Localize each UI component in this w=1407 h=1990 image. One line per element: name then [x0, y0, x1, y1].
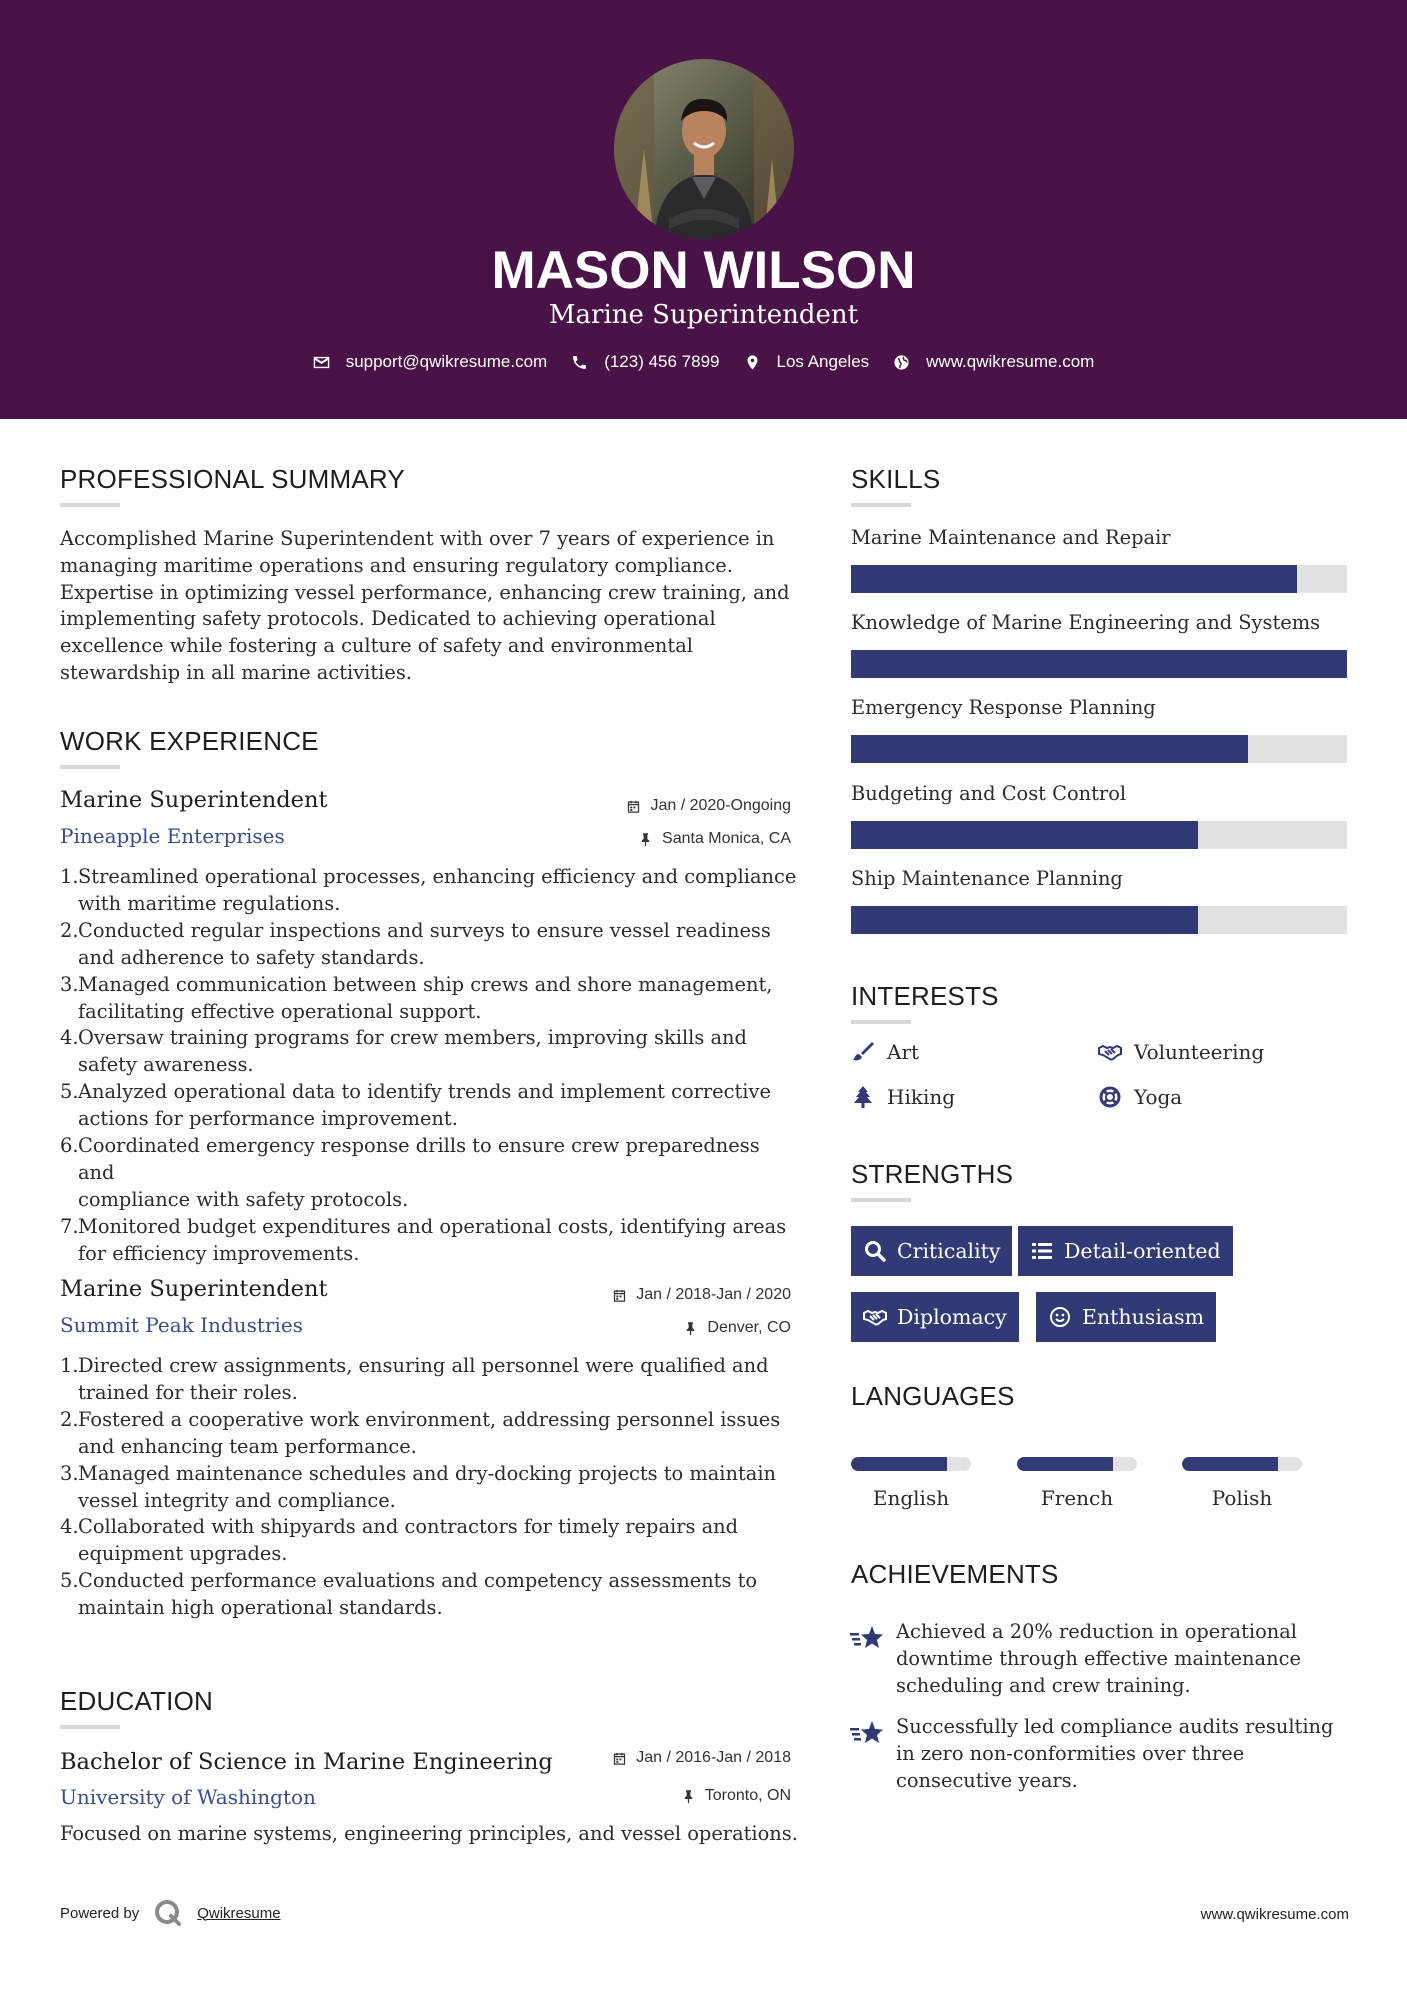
job-location-text: Santa Monica, CA	[662, 830, 791, 847]
item-line: Streamlined operational processes, enhancing efficiency and compliance	[78, 865, 797, 888]
education-location	[491, 1787, 791, 1805]
education-date	[491, 1749, 791, 1767]
summary-line: Expertise in optimizing vessel performance, enhancing crew training, and	[60, 580, 790, 604]
item-line: Managed communication between ship crews and shore management,	[78, 972, 773, 996]
skill-label: Ship Maintenance Planning	[851, 867, 1123, 890]
list-icon	[1030, 1239, 1054, 1263]
envelope-icon	[313, 354, 330, 371]
school-name: University of Washington	[60, 1785, 316, 1809]
item-line: for efficiency improvements.	[78, 1241, 360, 1265]
item-line: maintain high operational standards.	[78, 1596, 443, 1620]
item-number: 1.	[60, 865, 79, 888]
interest-art	[851, 1040, 919, 1064]
skill-bar	[851, 650, 1347, 678]
interest-yoga	[1098, 1085, 1182, 1109]
candidate-title: Marine Superintendent	[548, 300, 859, 330]
job-duties	[60, 1353, 800, 1622]
item-number: 5.	[60, 1080, 79, 1104]
skill-bar-fill	[851, 650, 1347, 678]
list-item	[60, 1407, 800, 1461]
achievement-text	[896, 1619, 1336, 1699]
experience-rule	[60, 765, 120, 769]
item-number: 2.	[60, 918, 79, 942]
interest-label: Yoga	[1134, 1085, 1183, 1109]
achievement-line: downtime through effective maintenance	[896, 1646, 1301, 1670]
achievement-line: Successfully led compliance audits resulting	[896, 1715, 1334, 1738]
summary-line: implementing safety protocols. Dedicated to achieving operational	[60, 607, 716, 631]
job-title: Marine Superintendent	[60, 1276, 328, 1302]
list-item	[60, 1025, 800, 1079]
item-line: Monitored budget expenditures and operational costs, identifying areas	[78, 1214, 787, 1238]
achievement-line: in zero non-conformities over three	[896, 1741, 1245, 1765]
interests-rule	[851, 1020, 911, 1024]
education-location-text: Toronto, ON	[704, 1787, 791, 1804]
language-bar-fill	[1182, 1457, 1278, 1471]
item-line: Conducted performance evaluations and competency assessments to	[78, 1569, 758, 1593]
skill-label: Marine Maintenance and Repair	[851, 526, 1171, 549]
item-number: 2.	[60, 1407, 79, 1431]
email-text: support@qwikresume.com	[345, 352, 548, 371]
skill-label: Budgeting and Cost Control	[851, 782, 1127, 805]
resume-header	[0, 0, 1407, 419]
list-item	[60, 1133, 800, 1214]
item-line: compliance with safety protocols.	[78, 1187, 409, 1211]
degree-title: Bachelor of Science in Marine Engineering	[60, 1749, 553, 1775]
skills-rule	[851, 503, 911, 507]
footer-powered-by	[60, 1898, 281, 1928]
list-item	[60, 918, 800, 972]
skill-bar-fill	[851, 735, 1248, 763]
item-number: 4.	[60, 1026, 79, 1050]
globe-icon	[893, 354, 910, 371]
skill-bar	[851, 735, 1347, 763]
job-location	[491, 830, 791, 848]
list-item	[60, 1568, 800, 1622]
handshake-icon	[863, 1305, 887, 1329]
experience-heading: WORK EXPERIENCE	[60, 726, 319, 756]
item-number: 3.	[60, 1461, 79, 1485]
handshake-icon	[1098, 1040, 1122, 1064]
job-date	[491, 797, 791, 815]
interest-label: Volunteering	[1134, 1040, 1265, 1064]
job-date	[491, 1286, 791, 1304]
item-line: and adherence to safety standards.	[78, 945, 425, 969]
skill-bar	[851, 565, 1347, 593]
lifebuoy-icon	[1098, 1085, 1122, 1109]
candidate-name: MASON WILSON	[491, 241, 916, 300]
qwikresume-logo-icon	[153, 1898, 183, 1928]
item-line: Managed maintenance schedules and dry-docking projects to maintain	[78, 1461, 777, 1485]
language-bar	[1017, 1457, 1137, 1471]
education-date-text: Jan / 2016-Jan / 2018	[636, 1749, 791, 1766]
job-location-text: Denver, CO	[707, 1319, 791, 1336]
calendar-icon	[626, 799, 641, 814]
summary-line: Accomplished Marine Superintendent with over 7 years of experience in	[60, 527, 775, 550]
item-line: with maritime regulations.	[78, 891, 341, 915]
achievement-line: consecutive years.	[896, 1768, 1078, 1792]
item-line: Coordinated emergency response drills to ensure crew preparedness and	[78, 1134, 760, 1184]
item-number: 6.	[60, 1134, 79, 1158]
company-name: Pineapple Enterprises	[60, 824, 285, 848]
calendar-icon	[612, 1288, 627, 1303]
pushpin-icon	[638, 832, 653, 847]
list-item	[60, 1353, 800, 1407]
achievement-line: scheduling and crew training.	[896, 1673, 1191, 1697]
language-label: English	[872, 1486, 950, 1510]
tree-icon	[851, 1085, 875, 1109]
language-label: Polish	[1211, 1486, 1273, 1510]
item-number: 3.	[60, 972, 79, 996]
skill-label: Emergency Response Planning	[851, 696, 1156, 719]
skill-bar-fill	[851, 906, 1198, 934]
calendar-icon	[612, 1751, 627, 1766]
language-bar-fill	[851, 1457, 947, 1471]
profile-photo	[614, 59, 794, 239]
language-bar-fill	[1017, 1457, 1113, 1471]
contact-website[interactable]	[893, 352, 1094, 372]
strengths-rule	[851, 1198, 911, 1202]
strength-tag	[1036, 1292, 1216, 1342]
languages-heading: LANGUAGES	[851, 1381, 1015, 1411]
summary-text	[60, 526, 800, 687]
list-item	[60, 1461, 800, 1515]
item-number: 4.	[60, 1515, 79, 1539]
location-text: Los Angeles	[776, 352, 870, 371]
item-line: Collaborated with shipyards and contractors for timely repairs and	[78, 1515, 739, 1539]
language-bar	[851, 1457, 971, 1471]
item-line: and enhancing team performance.	[78, 1434, 417, 1458]
paintbrush-icon	[851, 1040, 875, 1064]
achievements-heading: ACHIEVEMENTS	[851, 1559, 1059, 1589]
smile-icon	[1048, 1305, 1072, 1329]
item-number: 7.	[60, 1214, 79, 1238]
education-description: Focused on marine systems, engineering principles, and vessel operations.	[60, 1822, 798, 1845]
job-title: Marine Superintendent	[60, 787, 328, 813]
item-line: equipment upgrades.	[78, 1542, 288, 1566]
interest-label: Art	[887, 1040, 920, 1064]
item-line: actions for performance improvement.	[78, 1107, 458, 1131]
skill-label: Knowledge of Marine Engineering and Systems	[851, 611, 1321, 634]
item-line: Analyzed operational data to identify trends and implement corrective	[78, 1080, 771, 1104]
item-line: Conducted regular inspections and surveys to ensure vessel readiness	[78, 918, 771, 942]
interests-heading: INTERESTS	[851, 981, 999, 1011]
education-rule	[60, 1725, 120, 1729]
summary-line: excellence while fostering a culture of safety and environmental	[60, 634, 693, 658]
skill-bar	[851, 821, 1347, 849]
item-line: safety awareness.	[78, 1053, 254, 1077]
phone-icon	[571, 354, 588, 371]
summary-line: stewardship in all marine activities.	[60, 660, 412, 684]
search-icon	[863, 1239, 887, 1263]
job-duties	[60, 864, 800, 1268]
summary-rule	[60, 503, 120, 507]
contact-email[interactable]	[313, 352, 548, 372]
item-line: facilitating effective operational support.	[78, 999, 482, 1023]
strength-tag	[851, 1226, 1012, 1276]
item-line: Oversaw training programs for crew members, improving skills and	[78, 1026, 747, 1050]
strength-label: Enthusiasm	[1082, 1305, 1205, 1329]
strength-label: Detail-oriented	[1064, 1239, 1221, 1263]
strength-label: Criticality	[897, 1239, 1001, 1263]
achievement-text	[896, 1714, 1336, 1794]
interest-hiking	[851, 1085, 955, 1109]
summary-line: managing maritime operations and ensuring regulatory compliance.	[60, 553, 733, 577]
pushpin-icon	[683, 1321, 698, 1336]
job-location	[491, 1319, 791, 1337]
company-name: Summit Peak Industries	[60, 1313, 303, 1337]
contact-location	[744, 352, 870, 372]
list-item	[60, 1514, 800, 1568]
list-item	[60, 864, 800, 918]
job-date-text: Jan / 2020-Ongoing	[650, 797, 791, 814]
pushpin-icon	[681, 1789, 696, 1804]
list-item	[60, 1214, 800, 1268]
footer-website-link[interactable]: www.qwikresume.com	[1200, 1906, 1349, 1923]
skill-bar-fill	[851, 565, 1297, 593]
phone-text: (123) 456 7899	[604, 352, 720, 371]
website-text: www.qwikresume.com	[926, 352, 1095, 371]
interest-volunteering	[1098, 1040, 1264, 1064]
map-pin-icon	[744, 354, 761, 371]
qwikresume-link[interactable]: Qwikresume	[197, 1904, 281, 1922]
language-bar	[1182, 1457, 1302, 1471]
powered-by-label: Powered by	[60, 1904, 140, 1922]
item-line: vessel integrity and compliance.	[78, 1488, 396, 1512]
list-item	[60, 1079, 800, 1133]
skill-bar-fill	[851, 821, 1198, 849]
language-label: French	[1040, 1486, 1114, 1510]
strength-label: Diplomacy	[897, 1305, 1007, 1329]
item-line: Fostered a cooperative work environment, addressing personnel issues	[78, 1407, 781, 1431]
job-date-text: Jan / 2018-Jan / 2020	[636, 1286, 791, 1303]
achievement-star-icon	[850, 1719, 884, 1749]
item-line: Directed crew assignments, ensuring all personnel were qualified and	[78, 1354, 769, 1377]
contact-bar	[0, 352, 1407, 372]
item-number: 1.	[60, 1354, 79, 1377]
skills-heading: SKILLS	[851, 464, 941, 494]
strength-tag	[1018, 1226, 1233, 1276]
achievement-line: Achieved a 20% reduction in operational	[896, 1620, 1298, 1643]
item-number: 5.	[60, 1569, 79, 1593]
contact-phone[interactable]	[571, 352, 719, 372]
list-item	[60, 972, 800, 1026]
summary-heading: PROFESSIONAL SUMMARY	[60, 464, 405, 494]
strengths-heading: STRENGTHS	[851, 1159, 1014, 1189]
interest-label: Hiking	[887, 1085, 956, 1109]
item-line: trained for their roles.	[78, 1380, 298, 1404]
strength-tag	[851, 1292, 1019, 1342]
achievement-star-icon	[850, 1624, 884, 1654]
education-heading: EDUCATION	[60, 1686, 213, 1716]
skill-bar	[851, 906, 1347, 934]
